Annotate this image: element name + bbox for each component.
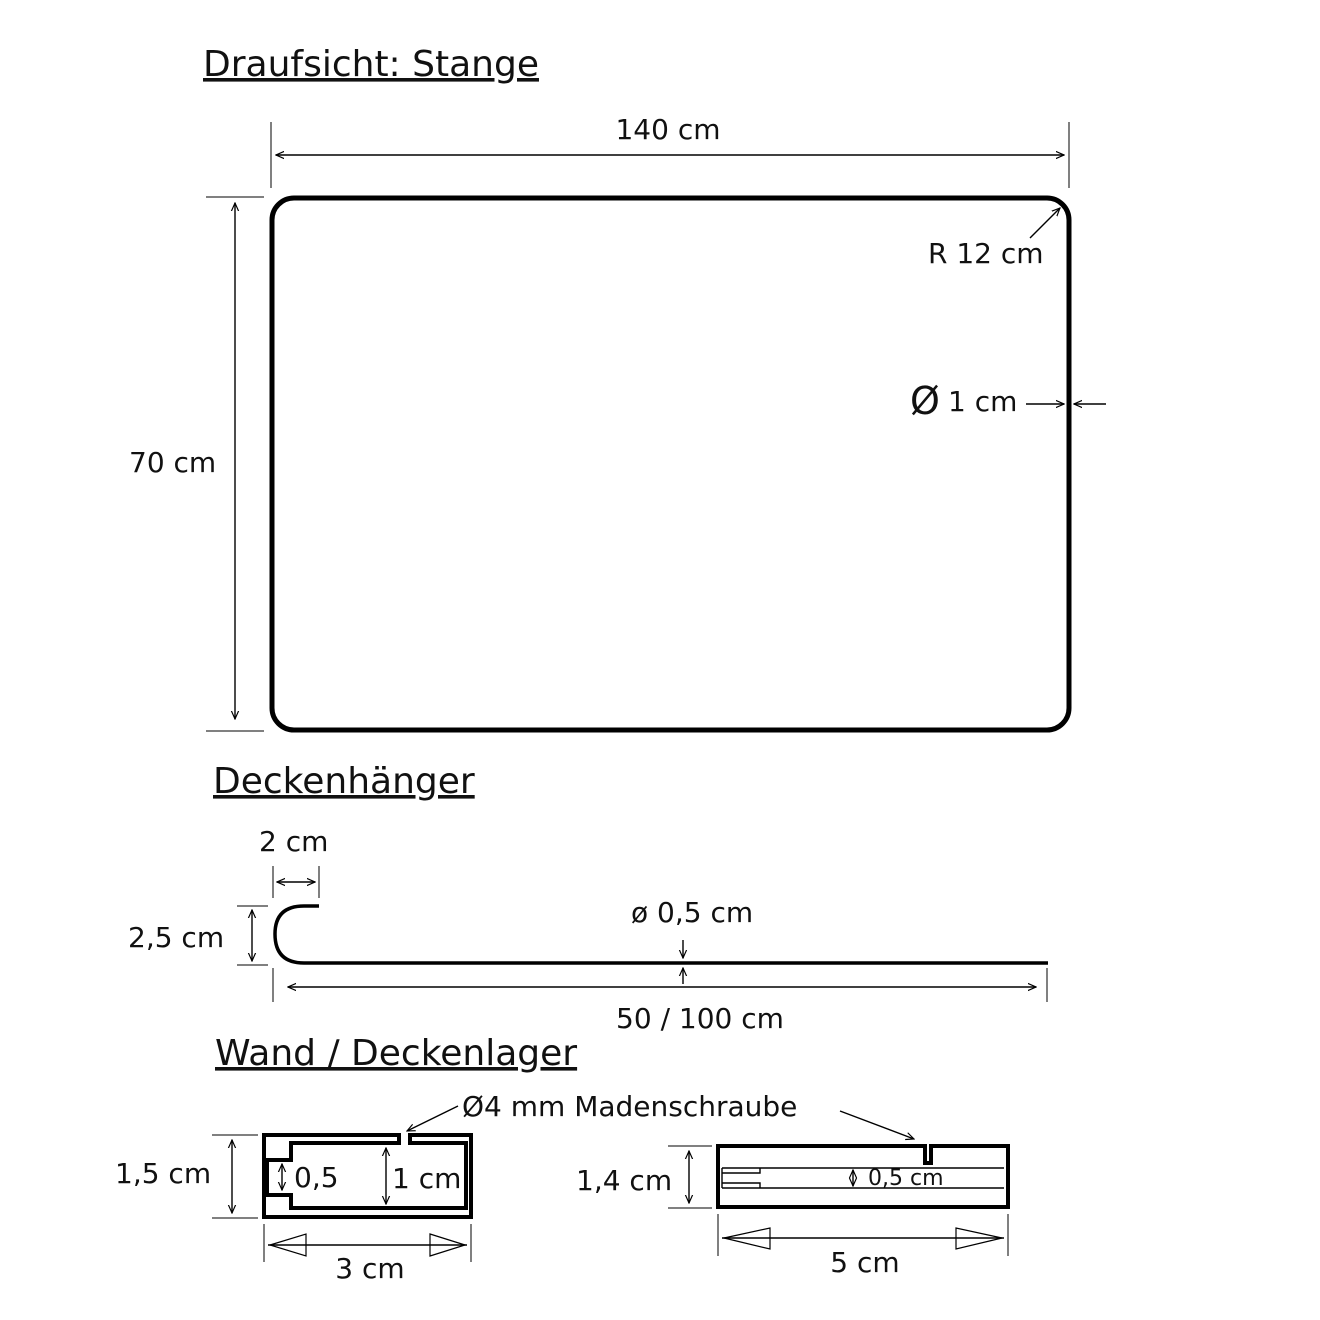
rod-outline — [272, 198, 1069, 730]
screw-leader-right — [840, 1111, 914, 1139]
screw-leader-left — [407, 1106, 458, 1131]
height-label: 70 cm — [129, 446, 217, 479]
top-view-title: Draufsicht: Stange — [203, 44, 539, 85]
diameter-label: 1 cm — [948, 385, 1018, 418]
width-label: 140 cm — [615, 113, 721, 146]
right-bearing — [718, 1146, 1008, 1207]
left-inner-large-label: 1 cm — [392, 1162, 462, 1195]
left-width-label: 3 cm — [335, 1252, 405, 1285]
right-width-label: 5 cm — [830, 1246, 900, 1279]
right-bearing-bore — [722, 1168, 1004, 1188]
right-inner-label: 0,5 cm — [868, 1166, 944, 1191]
length-label: 50 / 100 cm — [616, 1002, 784, 1035]
bearings-title: Wand / Deckenlager — [215, 1033, 578, 1074]
hook-height-label: 2,5 cm — [128, 921, 225, 954]
right-height-label: 1,4 cm — [576, 1164, 673, 1197]
radius-label: R 12 cm — [928, 237, 1044, 270]
rod-diameter-label: ø 0,5 cm — [631, 896, 754, 929]
diameter-symbol: Ø — [910, 379, 940, 423]
hook-width-label: 2 cm — [259, 825, 329, 858]
radius-leader — [1030, 208, 1060, 238]
right-bearing-outline — [718, 1146, 1008, 1207]
left-inner-small-label: 0,5 — [294, 1161, 339, 1194]
left-height-label: 1,5 cm — [115, 1157, 212, 1190]
hanger-title: Deckenhänger — [213, 761, 475, 802]
screw-label: Ø4 mm Madenschraube — [462, 1090, 798, 1123]
